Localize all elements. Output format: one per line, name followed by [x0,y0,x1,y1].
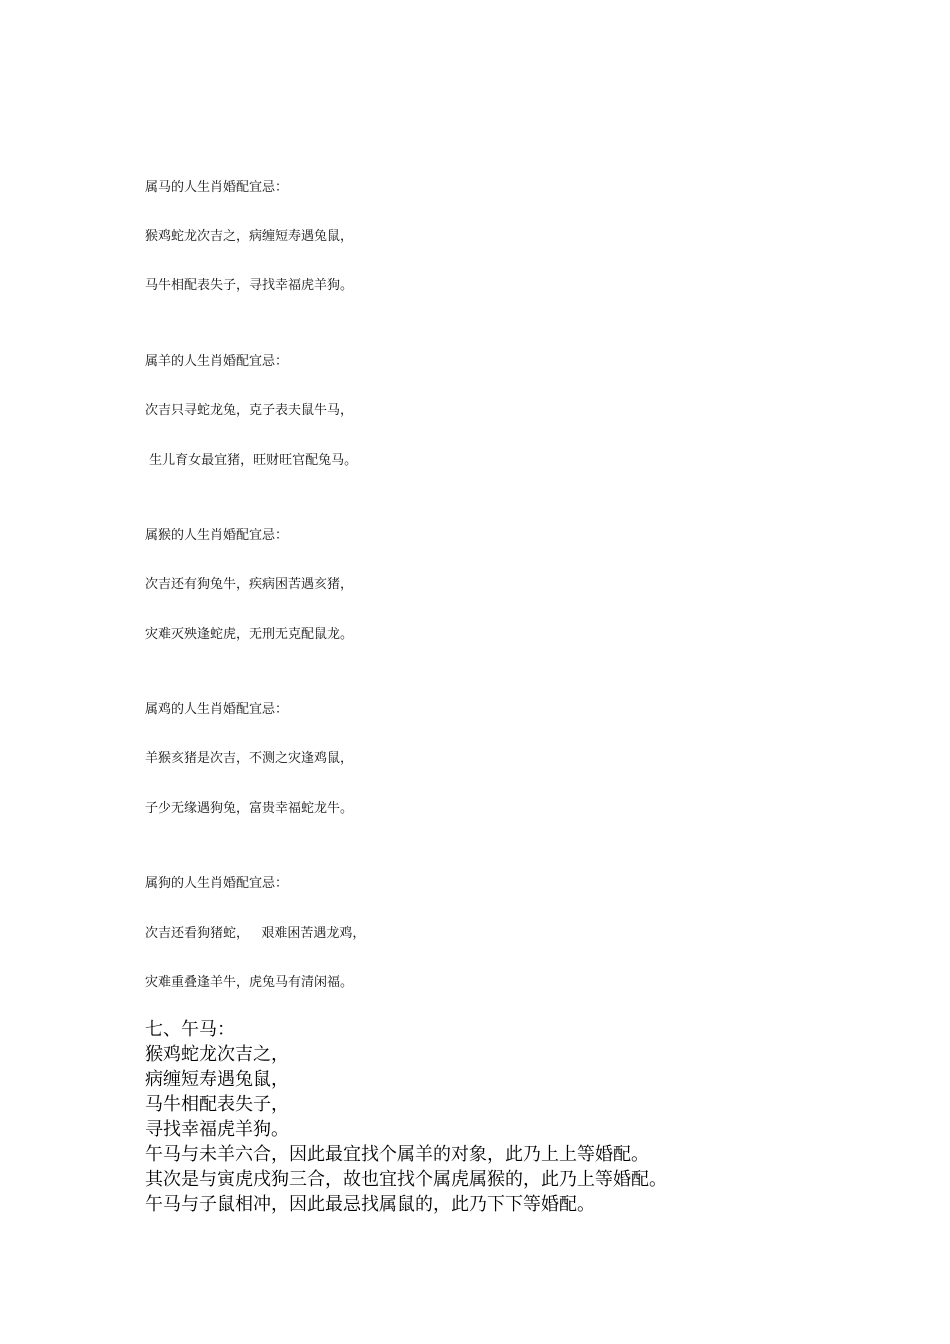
verse-line: 灾难灭殃逢蛇虎，无刑无克配鼠龙。 [145,627,354,642]
wuma-title: 七、午马： [145,1019,235,1040]
wuma-line: 午马与未羊六合，因此最宜找个属羊的对象，此乃上上等婚配。 [145,1144,649,1165]
section-heading-horse: 属马的人生肖婚配宜忌： [145,180,289,195]
verse-line: 次吉还有狗兔牛，疾病困苦遇亥猪， [145,577,354,592]
verse-line: 猴鸡蛇龙次吉之，病缠短寿遇兔鼠， [145,229,354,244]
verse-line: 子少无缘遇狗兔，富贵幸福蛇龙牛。 [145,801,354,816]
wuma-line: 病缠短寿遇兔鼠， [145,1069,289,1090]
verse-line: 羊猴亥猪是次吉，不测之灾逢鸡鼠， [145,751,354,766]
section-heading-monkey: 属猴的人生肖婚配宜忌： [145,528,289,543]
verse-line: 次吉还看狗猪蛇， 艰难困苦遇龙鸡， [145,926,366,941]
section-heading-goat: 属羊的人生肖婚配宜忌： [145,354,289,369]
verse-line: 生儿育女最宜猪，旺财旺官配兔马。 [145,453,358,468]
section-heading-dog: 属狗的人生肖婚配宜忌： [145,876,289,891]
wuma-line: 马牛相配表失子， [145,1094,289,1115]
verse-line: 次吉只寻蛇龙兔，克子表夫鼠牛马， [145,403,354,418]
wuma-line: 其次是与寅虎戌狗三合，故也宜找个属虎属猴的，此乃上等婚配。 [145,1169,667,1190]
verse-line: 灾难重叠逢羊牛，虎兔马有清闲福。 [145,975,354,990]
wuma-line: 寻找幸福虎羊狗。 [145,1119,289,1140]
wuma-line: 猴鸡蛇龙次吉之， [145,1044,289,1065]
wuma-line: 午马与子鼠相冲，因此最忌找属鼠的，此乃下下等婚配。 [145,1194,595,1215]
verse-line: 马牛相配表失子，寻找幸福虎羊狗。 [145,278,354,293]
section-heading-rooster: 属鸡的人生肖婚配宜忌： [145,702,289,717]
